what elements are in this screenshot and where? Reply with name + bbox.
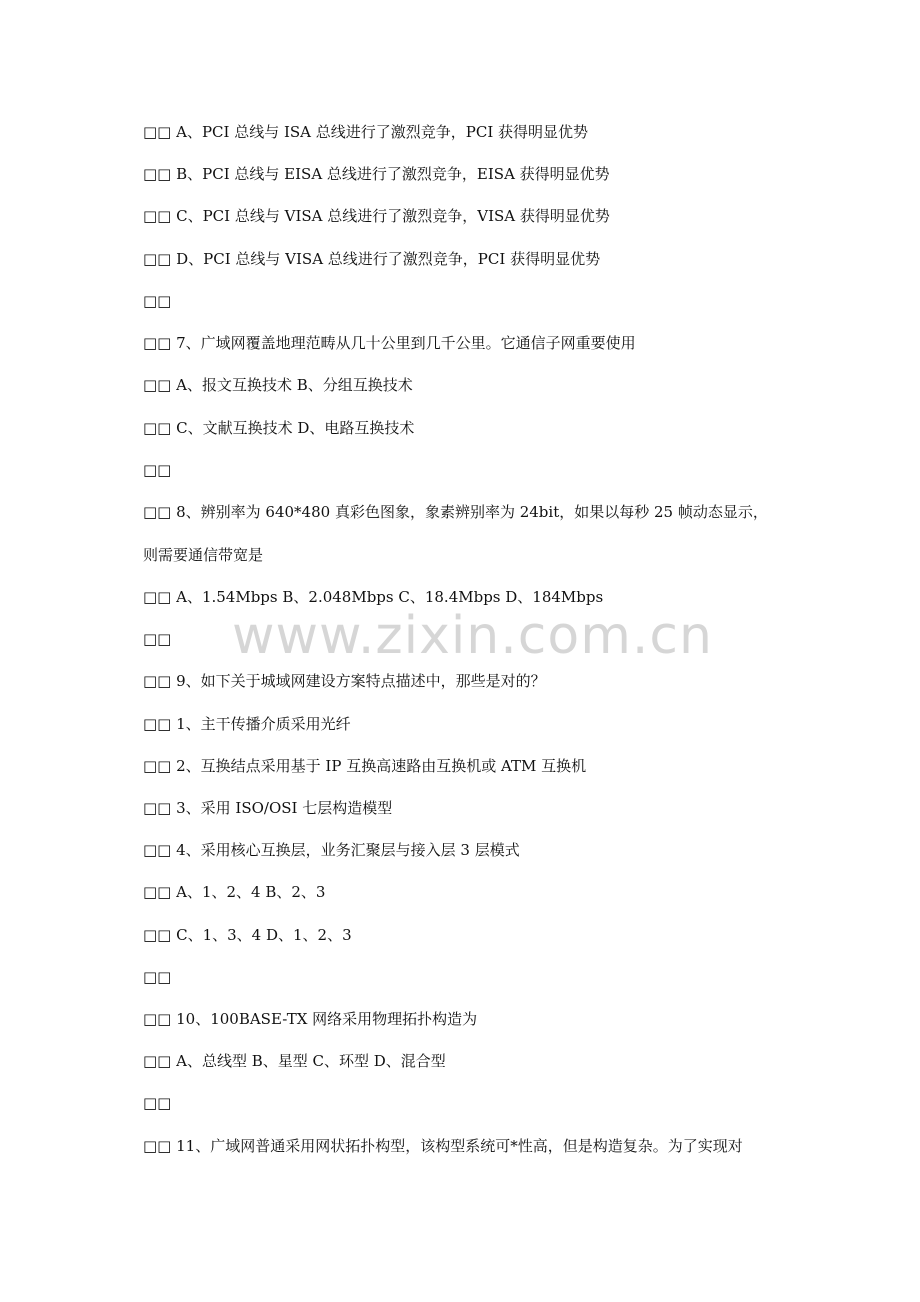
text-line: □□ bbox=[143, 630, 172, 648]
watermark: www.zixin.com.cn bbox=[232, 606, 713, 666]
text-line: □□ A、总线型 B、星型 C、环型 D、混合型 bbox=[143, 1052, 446, 1070]
text-line: □□ A、报文互换技术 B、分组互换技术 bbox=[143, 376, 413, 394]
text-line: □□ bbox=[143, 1094, 172, 1112]
text-line: □□ 2、互换结点采用基于 IP 互换高速路由互换机或 ATM 互换机 bbox=[143, 757, 587, 775]
text-line: □□ D、PCI 总线与 VISA 总线进行了激烈竞争，PCI 获得明显优势 bbox=[143, 250, 601, 268]
text-line: □□ bbox=[143, 461, 172, 479]
text-line: □□ C、文献互换技术 D、电路互换技术 bbox=[143, 419, 415, 437]
text-line: □□ 10、100BASE-TX 网络采用物理拓扑构造为 bbox=[143, 1010, 478, 1028]
text-line: 则需要通信带宽是 bbox=[143, 546, 264, 564]
text-line: □□ 11、广域网普通采用网状拓扑构型，该构型系统可*性高，但是构造复杂。为了实现对 bbox=[143, 1137, 743, 1155]
text-line: □□ A、PCI 总线与 ISA 总线进行了激烈竞争，PCI 获得明显优势 bbox=[143, 123, 589, 141]
text-line: □□ 1、主干传播介质采用光纤 bbox=[143, 715, 351, 733]
text-line: □□ 8、辨别率为 640*480 真彩色图象，象素辨别率为 24bit，如果以每秒 25 帧动态显示， bbox=[143, 503, 768, 521]
text-line: □□ C、1、3、4 D、1、2、3 bbox=[143, 926, 352, 944]
text-line: □□ B、PCI 总线与 EISA 总线进行了激烈竞争，EISA 获得明显优势 bbox=[143, 165, 610, 183]
text-line: □□ bbox=[143, 292, 172, 310]
text-line: □□ A、1.54Mbps B、2.048Mbps C、18.4Mbps D、184Mbps bbox=[143, 588, 604, 606]
text-line: □□ C、PCI 总线与 VISA 总线进行了激烈竞争，VISA 获得明显优势 bbox=[143, 207, 610, 225]
text-line: □□ 9、如下关于城域网建设方案特点描述中，那些是对的？ bbox=[143, 672, 546, 690]
text-line: □□ 7、广域网覆盖地理范畴从几十公里到几千公里。它通信子网重要使用 bbox=[143, 334, 636, 352]
text-line: □□ 3、采用 ISO/OSI 七层构造模型 bbox=[143, 799, 393, 817]
text-line: □□ 4、采用核心互换层，业务汇聚层与接入层 3 层模式 bbox=[143, 841, 520, 859]
text-line: □□ bbox=[143, 968, 172, 986]
text-line: □□ A、1、2、4 B、2、3 bbox=[143, 883, 326, 901]
